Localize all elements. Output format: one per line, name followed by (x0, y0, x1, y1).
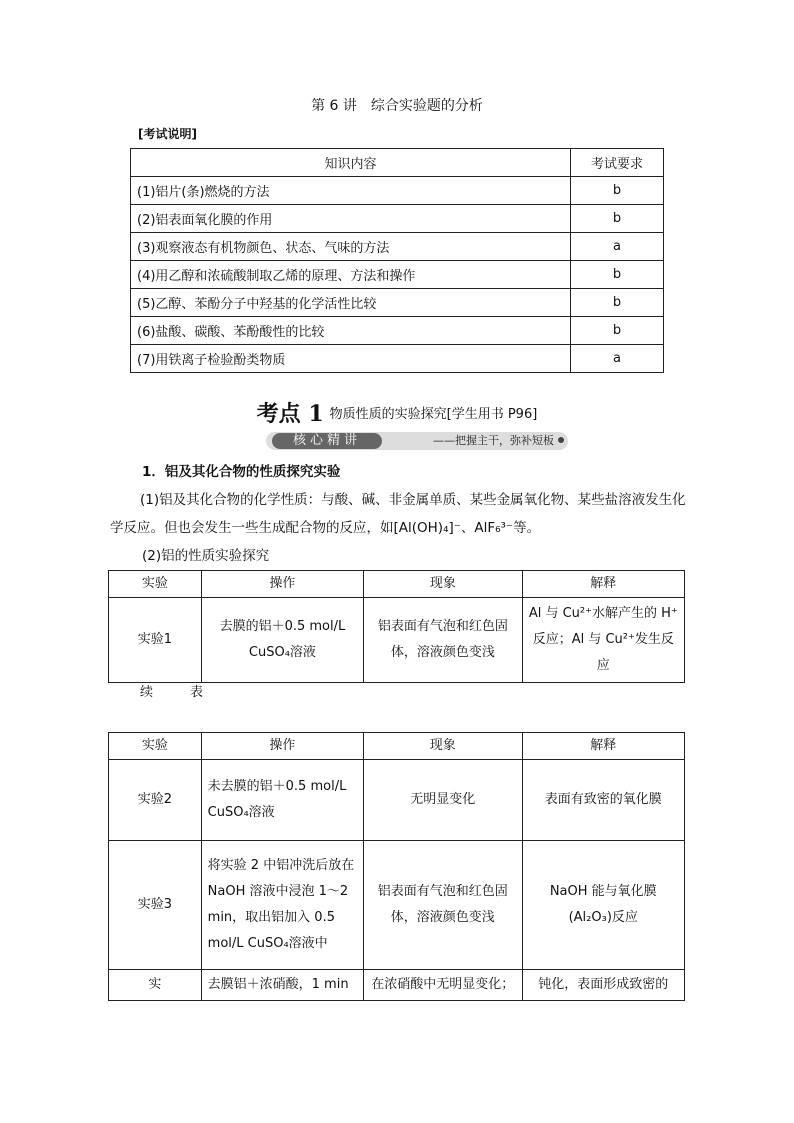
explanation-cell: NaOH 能与氧化膜(Al₂O₃)反应 (522, 841, 685, 970)
knowledge-cell: (1)铝片(条)燃烧的方法 (131, 177, 571, 205)
table-header-row (109, 571, 685, 598)
continued-label: 续 表 (140, 685, 216, 700)
knowledge-cell: (3)观察液态有机物颜色、状态、气味的方法 (131, 233, 571, 261)
header-experiment: 实验 (109, 571, 202, 598)
bullet-dot-icon (558, 437, 564, 443)
header-operation: 操作 (201, 571, 363, 598)
phenomenon-cell: 铝表面有气泡和红色固体，溶液颜色变浅 (364, 598, 522, 683)
table-header-row (109, 733, 685, 760)
table-row (109, 598, 685, 683)
table-row (131, 289, 664, 317)
knowledge-cell: (4)用乙醇和浓硫酸制取乙烯的原理、方法和操作 (131, 261, 571, 289)
paragraph: (2)铝的性质实验探究 (142, 548, 270, 564)
phenomenon-cell: 在浓硝酸中无明显变化； (364, 970, 522, 1001)
header-operation: 操作 (201, 733, 363, 760)
phenomenon-cell: 铝表面有气泡和红色固体，溶液颜色变浅 (364, 841, 522, 970)
core-banner-subtitle: ——把握主干，弥补短板 (433, 434, 554, 447)
experiment-name: 实验2 (109, 760, 202, 841)
table-row (131, 317, 664, 345)
experiment-table (108, 570, 685, 683)
operation-cell: 将实验 2 中铝冲洗后放在 NaOH 溶液中浸泡 1～2 min，取出铝加入 0.5 mol/L CuSO₄溶液中 (201, 841, 363, 970)
table-row (131, 205, 664, 233)
knowledge-cell: (7)用铁离子检验酚类物质 (131, 345, 571, 373)
operation-cell: 去膜的铝＋0.5 mol/L CuSO₄溶液 (201, 598, 363, 683)
page-title: 第 6 讲 综合实验题的分析 (311, 98, 483, 114)
table-row (131, 177, 664, 205)
table-row (131, 345, 664, 373)
knowledge-cell: (6)盐酸、碳酸、苯酚酸性的比较 (131, 317, 571, 345)
knowledge-cell: (5)乙醇、苯酚分子中羟基的化学活性比较 (131, 289, 571, 317)
core-banner (266, 432, 568, 450)
core-banner-label: 核心精讲 (272, 433, 382, 449)
experiment-name: 实 (109, 970, 202, 1001)
paragraph: (1)铝及其化合物的化学性质：与酸、碱、非金属单质、某些金属氧化物、某些盐溶液发生化学反应。但也会发生一些生成配合物的反应，如[Al(OH)₄]⁻、AlF₆³⁻等。 (110, 492, 686, 536)
header-phenomenon: 现象 (364, 733, 522, 760)
requirement-cell: b (571, 289, 664, 317)
requirement-cell: a (571, 233, 664, 261)
subsection-heading: 1．铝及其化合物的性质探究实验 (142, 464, 341, 480)
experiment-table-continued (108, 732, 685, 1001)
exam-note-heading: [考试说明] (138, 127, 197, 141)
explanation-cell: Al 与 Cu²⁺水解产生的 H⁺反应；Al 与 Cu²⁺发生反应 (522, 598, 684, 683)
experiment-name: 实验1 (109, 598, 202, 683)
explanation-cell: 表面有致密的氧化膜 (522, 760, 685, 841)
table-row (109, 970, 685, 1001)
header-phenomenon: 现象 (364, 571, 522, 598)
section-heading (0, 397, 794, 428)
section-number: 考点 1 (256, 401, 324, 427)
header-requirement: 考试要求 (571, 149, 664, 177)
header-explanation: 解释 (522, 571, 684, 598)
header-experiment: 实验 (109, 733, 202, 760)
requirement-cell: b (571, 177, 664, 205)
header-knowledge: 知识内容 (131, 149, 571, 177)
header-explanation: 解释 (522, 733, 685, 760)
requirement-cell: b (571, 261, 664, 289)
table-header-row (131, 149, 664, 177)
knowledge-cell: (2)铝表面氧化膜的作用 (131, 205, 571, 233)
requirement-cell: b (571, 205, 664, 233)
operation-cell: 未去膜的铝＋0.5 mol/L CuSO₄溶液 (201, 760, 363, 841)
table-row (109, 760, 685, 841)
requirement-cell: a (571, 345, 664, 373)
operation-cell: 去膜铝＋浓硝酸，1 min (201, 970, 363, 1001)
table-row (109, 841, 685, 970)
section-title: 物质性质的实验探究[学生用书 P96] (329, 407, 538, 422)
requirement-cell: b (571, 317, 664, 345)
experiment-name: 实验3 (109, 841, 202, 970)
syllabus-table (130, 148, 664, 373)
explanation-cell: 钝化，表面形成致密的 (522, 970, 685, 1001)
table-row (131, 233, 664, 261)
phenomenon-cell: 无明显变化 (364, 760, 522, 841)
table-row (131, 261, 664, 289)
